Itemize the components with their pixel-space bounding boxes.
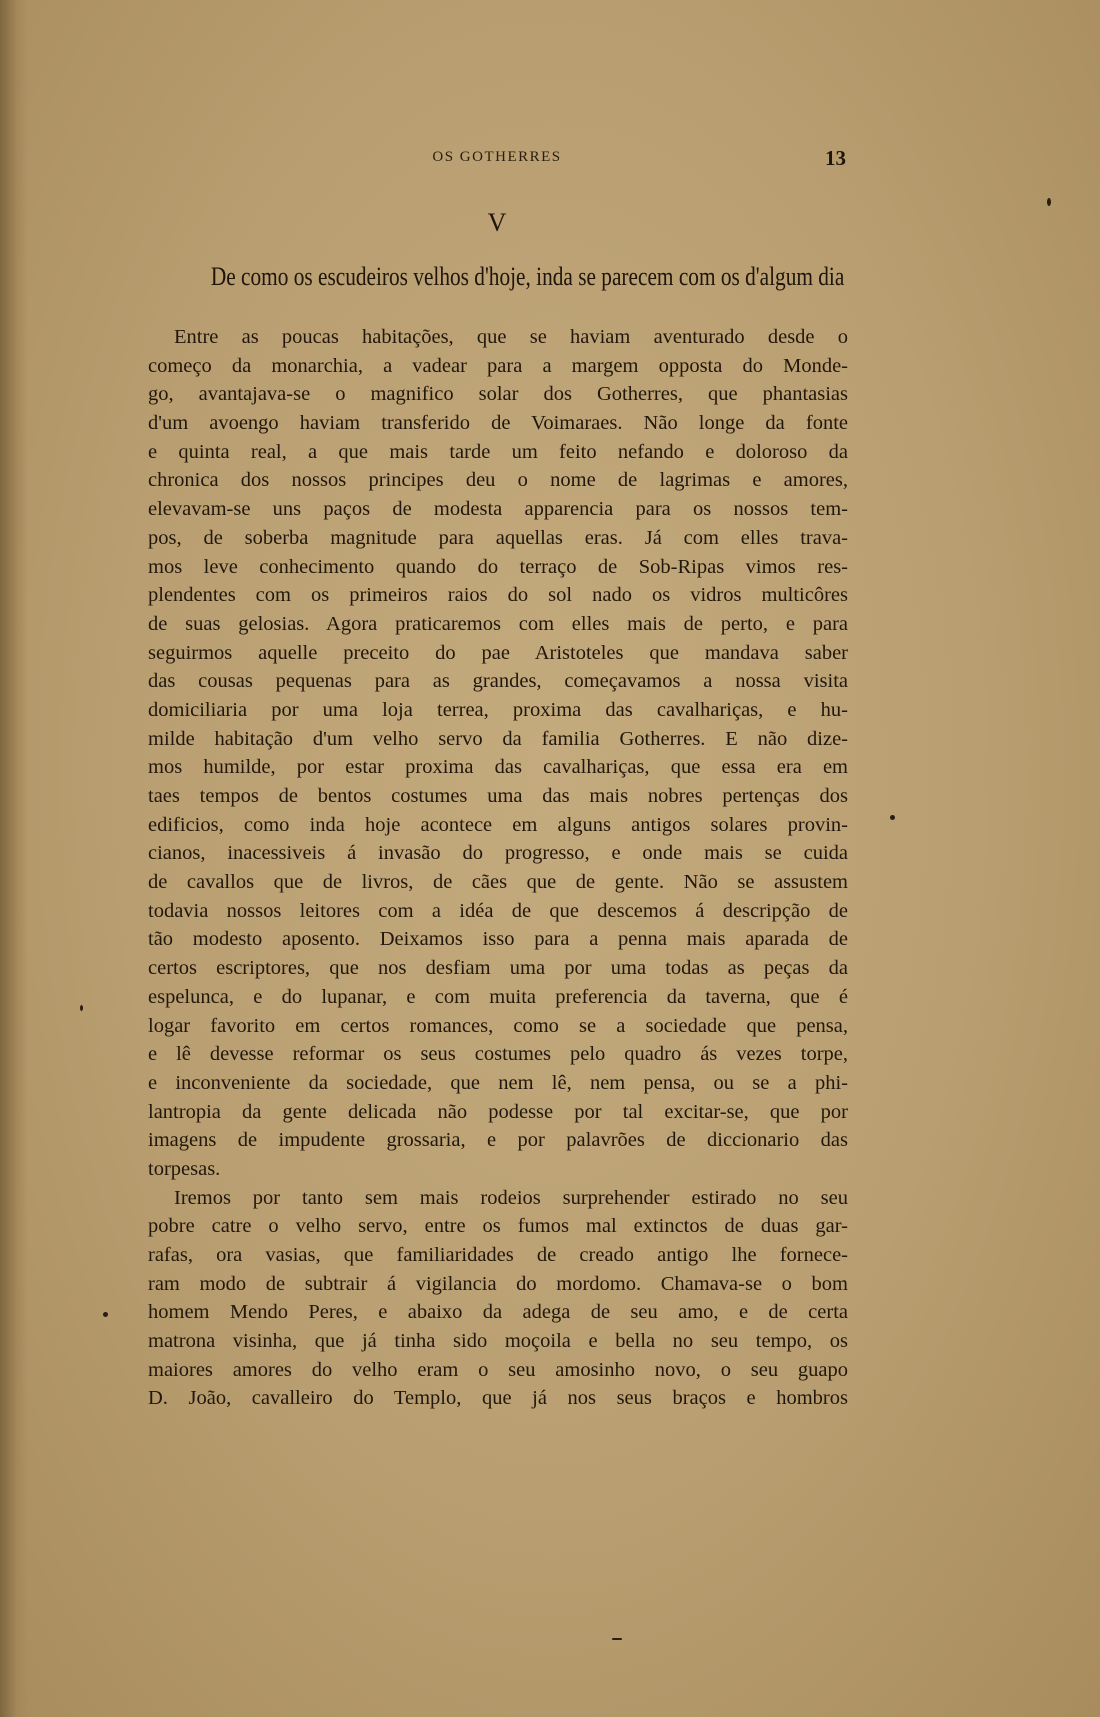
text-line: D. João, cavalleiro do Templo, que já nos seus braços e hombros: [148, 1387, 848, 1410]
text-line: e quinta real, a que mais tarde um feito nefando e doloroso da: [148, 440, 848, 463]
text-line: chronica dos nossos principes deu o nome de lagrimas e amores,: [148, 469, 848, 492]
text-line: e lê devesse reformar os seus costumes pelo quadro ás vezes torpe,: [148, 1043, 848, 1066]
paper-speck: [103, 1312, 108, 1317]
text-line: d'um avoengo haviam transferido de Voimaraes. Não longe da fonte: [148, 412, 848, 435]
text-line: certos escriptores, que nos desfiam uma por uma todas as peças da: [148, 957, 848, 980]
text-line: ram modo de subtrair á vigilancia do mordomo. Chamava-se o bom: [148, 1272, 848, 1295]
text-line: tão modesto aposento. Deixamos isso para a penna mais aparada de: [148, 928, 848, 951]
text-line: logar favorito em certos romances, como se a sociedade que pensa,: [148, 1014, 848, 1037]
page-number: 13: [825, 146, 846, 170]
text-line: Iremos por tanto sem mais rodeios surprehender estirado no seu: [174, 1186, 848, 1209]
text-line: das cousas pequenas para as grandes, começavamos a nossa visita: [148, 670, 848, 693]
paper-speck: [890, 815, 895, 820]
text-line: mos humilde, por estar proxima das cavalhariças, que essa era em: [148, 756, 848, 779]
text-line: maiores amores do velho eram o seu amosinho novo, o seu guapo: [148, 1358, 848, 1381]
text-line: de suas gelosias. Agora praticaremos com elles mais de perto, e para: [148, 612, 848, 635]
text-line: rafas, ora vasias, que familiaridades de creado antigo lhe fornece-: [148, 1244, 848, 1266]
text-line: mos leve conhecimento quando do terraço de Sob-Ripas vimos res-: [148, 555, 848, 578]
text-line: seguirmos aquelle preceito do pae Aristoteles que mandava saber: [148, 641, 848, 664]
text-line: de cavallos que de livros, de cães que de gente. Não se assustem: [148, 871, 848, 894]
paper-speck: [80, 1005, 83, 1011]
chapter-number: V: [487, 208, 507, 237]
text-line: homem Mendo Peres, e abaixo da adega de seu amo, e de certa: [148, 1301, 848, 1324]
page-edge-shadow: [0, 0, 28, 1717]
text-line: e inconveniente da sociedade, que nem lê, nem pensa, ou se a phi-: [148, 1071, 848, 1094]
text-line: elevavam-se uns paços de modesta apparencia para os nossos tem-: [148, 498, 848, 521]
text-line: lantropia da gente delicada não podesse por tal excitar-se, que por: [148, 1100, 848, 1123]
text-line: plendentes com os primeiros raios do sol nado os vidros multicôres: [148, 584, 848, 607]
paper-speck: [612, 1638, 622, 1640]
text-line: matrona visinha, que já tinha sido moçoila e bella no seu tempo, os: [148, 1330, 848, 1353]
text-line: taes tempos de bentos costumes uma das mais nobres pertenças dos: [148, 785, 848, 807]
running-title: OS GOTHERRES: [432, 149, 562, 165]
running-head: [148, 146, 846, 170]
text-line: todavia nossos leitores com a idéa de que descemos á descripção de: [148, 899, 848, 922]
text-line: pobre catre o velho servo, entre os fumos mal extinctos de duas gar-: [148, 1215, 848, 1238]
text-line: cianos, inacessiveis á invasão do progresso, e onde mais se cuida: [148, 842, 848, 865]
paper-speck: [1047, 198, 1051, 206]
text-line: domiciliaria por uma loja terrea, proxima das cavalhariças, e hu-: [148, 698, 848, 721]
text-line: começo da monarchia, a vadear para a margem opposta do Monde-: [148, 354, 848, 377]
chapter-title: De como os escudeiros velhos d'hoje, inda se parecem com os d'algum dia: [210, 262, 845, 291]
text-line: imagens de impudente grossaria, e por palavrões de diccionario das: [148, 1129, 848, 1152]
text-line: Entre as poucas habitações, que se haviam aventurado desde o: [174, 326, 848, 348]
text-line: milde habitação d'um velho servo da familia Gotherres. E não dize-: [148, 727, 848, 750]
body-text: [148, 323, 848, 1413]
text-line: edificios, como inda hoje acontece em alguns antigos solares provin-: [148, 813, 848, 836]
text-line: torpesas.: [148, 1157, 221, 1180]
text-line: go, avantajava-se o magnifico solar dos Gotherres, que phantasias: [148, 383, 848, 406]
text-line: espelunca, e do lupanar, e com muita preferencia da taverna, que é: [148, 985, 848, 1008]
text-line: pos, de soberba magnitude para aquellas eras. Já com elles trava-: [148, 526, 848, 549]
